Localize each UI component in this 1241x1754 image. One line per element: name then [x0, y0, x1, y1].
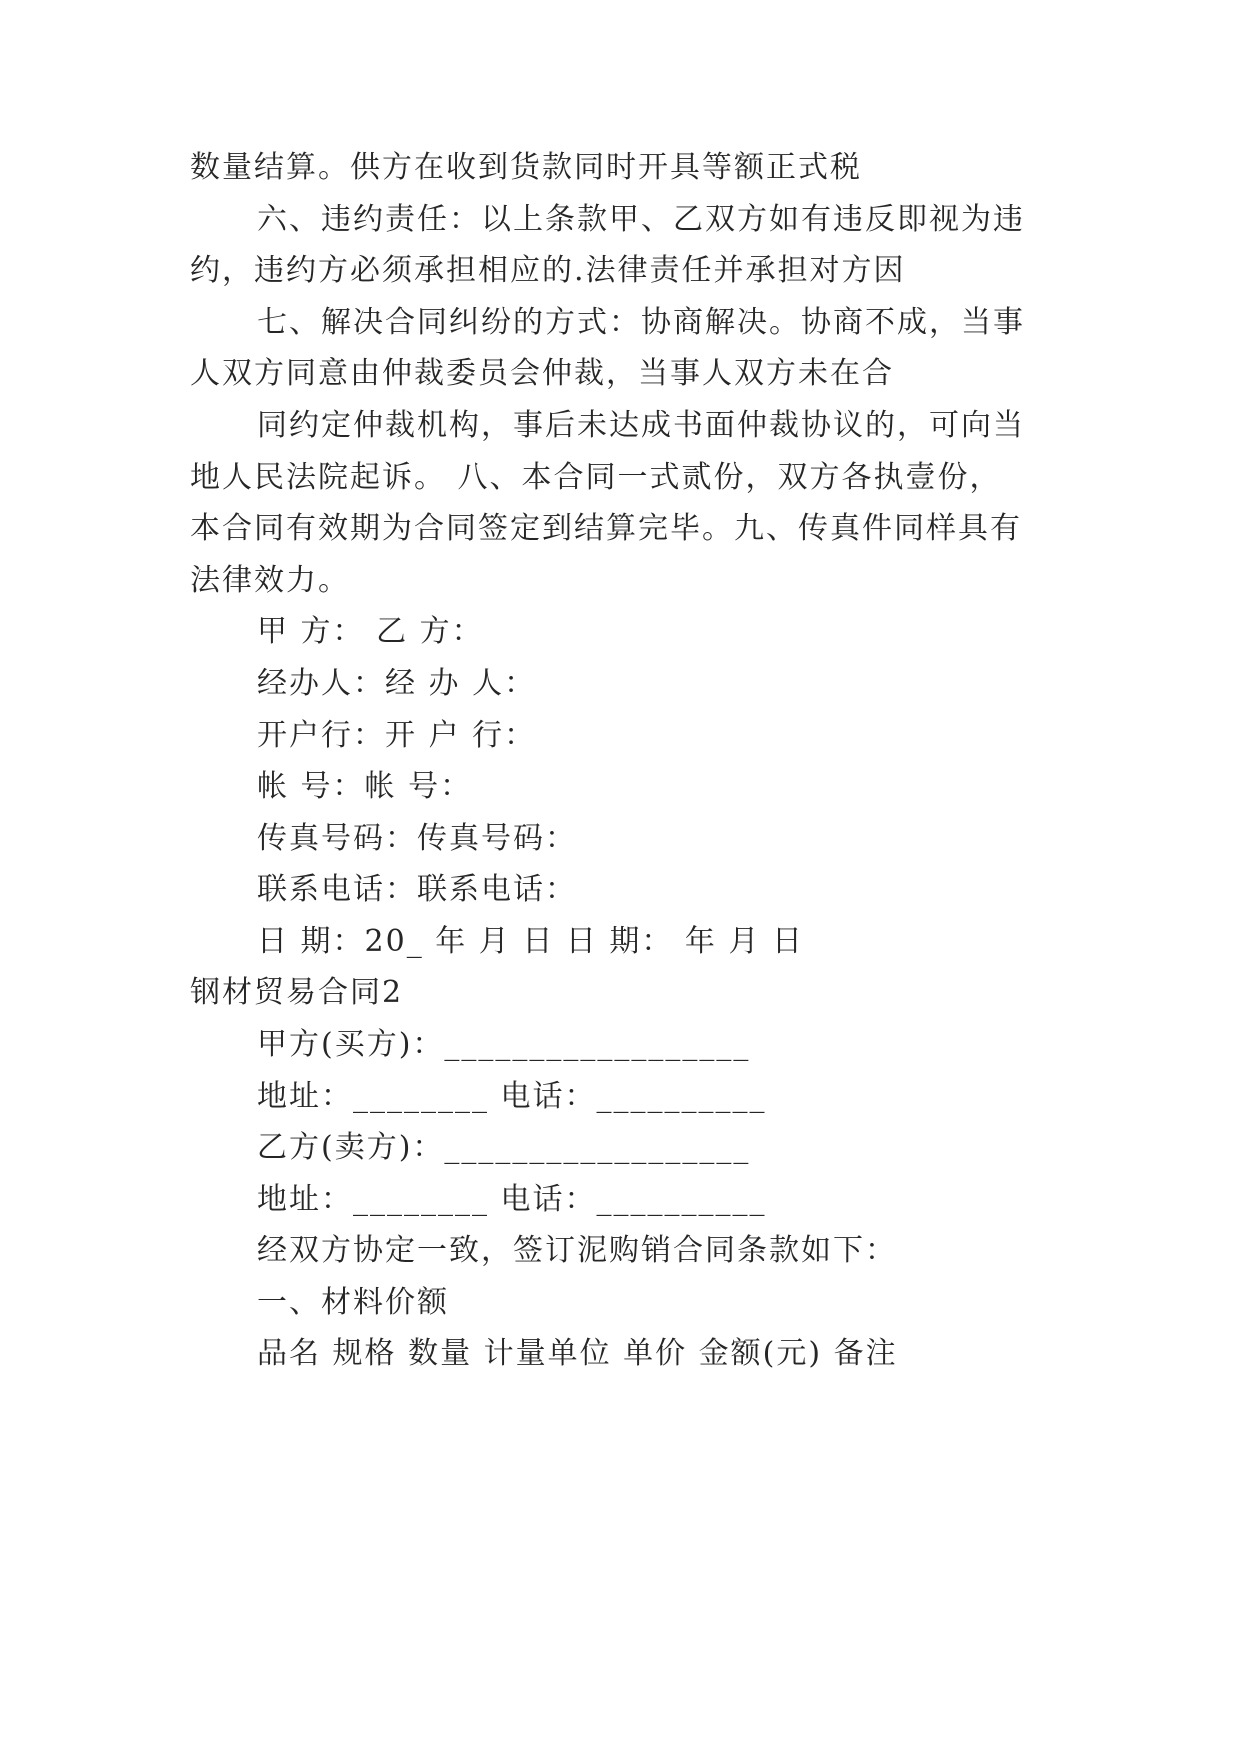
- signature-line: 日 期：20_ 年 月 日 日 期： 年 月 日: [257, 924, 804, 959]
- paragraph-line: 约，违约方必须承担相应的.法律责任并承担对方因: [190, 253, 906, 288]
- paragraph-line: 经双方协定一致，签订泥购销合同条款如下：: [257, 1233, 897, 1268]
- paragraph-line: 六、违约责任：以上条款甲、乙双方如有违反即视为违: [257, 202, 1025, 237]
- section-title: 钢材贸易合同2: [190, 975, 404, 1010]
- form-line: 地址：________ 电话：__________: [257, 1182, 767, 1217]
- signature-line: 经办人：经 办 人：: [257, 666, 537, 701]
- paragraph-line: 同约定仲裁机构，事后未达成书面仲裁协议的，可向当: [257, 408, 1025, 443]
- signature-line: 甲 方： 乙 方：: [257, 614, 484, 649]
- form-line: 地址：________ 电话：__________: [257, 1079, 767, 1114]
- signature-line: 传真号码：传真号码：: [257, 821, 577, 856]
- table-header-line: 品名 规格 数量 计量单位 单价 金额(元) 备注: [257, 1336, 898, 1371]
- paragraph-line: 一、材料价额: [257, 1285, 449, 1320]
- paragraph-line: 本合同有效期为合同签定到结算完毕。九、传真件同样具有: [190, 511, 1022, 546]
- paragraph-line: 地人民法院起诉。 八、本合同一式贰份，双方各执壹份，: [190, 460, 1002, 495]
- form-line: 甲方(买方)：__________________: [257, 1027, 751, 1062]
- form-line: 乙方(卖方)：__________________: [257, 1130, 751, 1165]
- signature-line: 开户行：开 户 行：: [257, 718, 537, 753]
- signature-line: 联系电话：联系电话：: [257, 872, 577, 907]
- paragraph-line: 七、解决合同纠纷的方式：协商解决。协商不成，当事: [257, 305, 1025, 340]
- paragraph-line: 数量结算。供方在收到货款同时开具等额正式税: [190, 150, 862, 185]
- signature-line: 帐 号：帐 号：: [257, 769, 473, 804]
- paragraph-line: 法律效力。: [190, 563, 350, 598]
- paragraph-line: 人双方同意由仲裁委员会仲裁，当事人双方未在合: [190, 356, 894, 391]
